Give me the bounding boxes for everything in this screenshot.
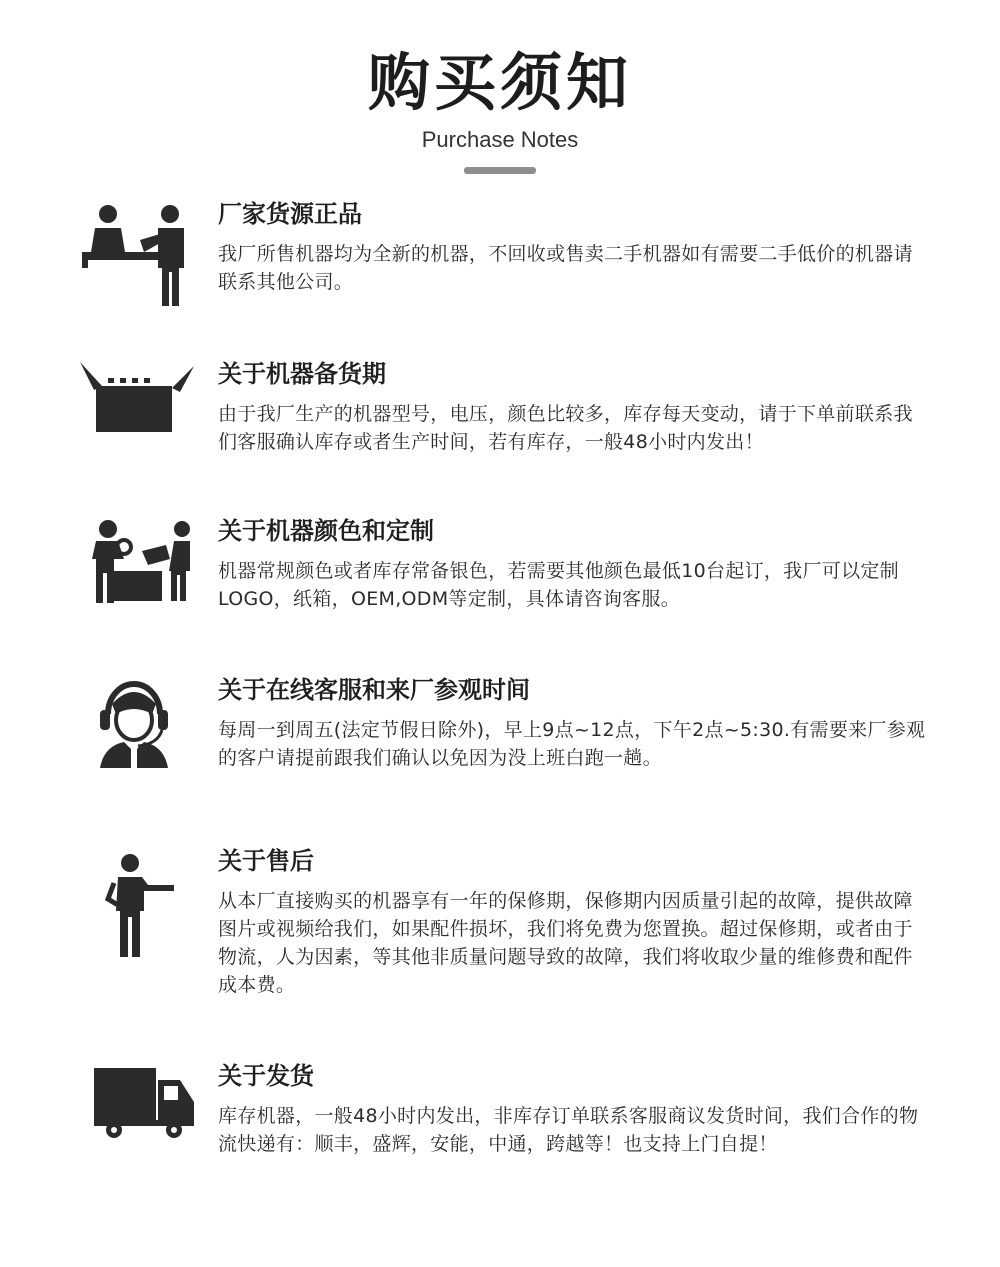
shop-counter-icon — [78, 200, 198, 310]
section-body: 库存机器，一般48小时内发出，非库存订单联系客服商议发货时间，我们合作的物流快递有：顺丰，盛辉，安能，中通，跨越等！也支持上门自提！ — [218, 1105, 919, 1155]
section-heading: 关于发货 — [218, 1062, 314, 1090]
page-title: 购买须知 — [367, 46, 632, 119]
section-text — [218, 1060, 930, 1158]
title-underline-bar — [464, 167, 536, 174]
delivery-truck-icon — [78, 1060, 198, 1170]
section-text — [218, 358, 930, 456]
service-person-icon — [78, 851, 198, 961]
section-text — [218, 845, 930, 999]
page-header — [0, 40, 1000, 174]
section-heading: 关于机器颜色和定制 — [218, 517, 434, 545]
section-text — [218, 674, 930, 772]
section-body: 机器常规颜色或者库存常备银色，若需要其他颜色最低10台起订，我厂可以定制LOGO，纸箱，OEM,ODM等定制，具体请咨询客服。 — [218, 560, 899, 610]
inspection-icon — [78, 517, 198, 627]
section-body: 由于我厂生产的机器型号，电压，颜色比较多，库存每天变动，请于下单前联系我们客服确认库存或者生产时间，若有库存，一般48小时内发出！ — [218, 403, 913, 453]
section-text — [218, 198, 930, 296]
section-heading: 关于售后 — [218, 847, 314, 875]
section-body: 从本厂直接购买的机器享有一年的保修期，保修期内因质量引起的故障，提供故障图片或视频给我们，如果配件损坏，我们将免费为您置换。超过保修期，或者由于物流，人为因素，等其他非质量问题导致的故障，我们将收取少量的维修费和配件成本费。 — [218, 890, 913, 996]
section-body: 每周一到周五(法定节假日除外)，早上9点~12点，下午2点~5:30.有需要来厂参观的客户请提前跟我们确认以免因为没上班白跑一趟。 — [218, 719, 926, 769]
section-text — [218, 515, 930, 613]
section-heading: 关于在线客服和来厂参观时间 — [218, 676, 530, 704]
section-heading: 关于机器备货期 — [218, 360, 386, 388]
open-box-icon — [78, 358, 198, 468]
page-subtitle: Purchase Notes — [421, 127, 579, 152]
headset-agent-icon — [78, 674, 198, 784]
section-body: 我厂所售机器均为全新的机器，不回收或售卖二手机器如有需要二手低价的机器请联系其他公司。 — [218, 243, 913, 293]
section-heading: 厂家货源正品 — [218, 200, 362, 228]
